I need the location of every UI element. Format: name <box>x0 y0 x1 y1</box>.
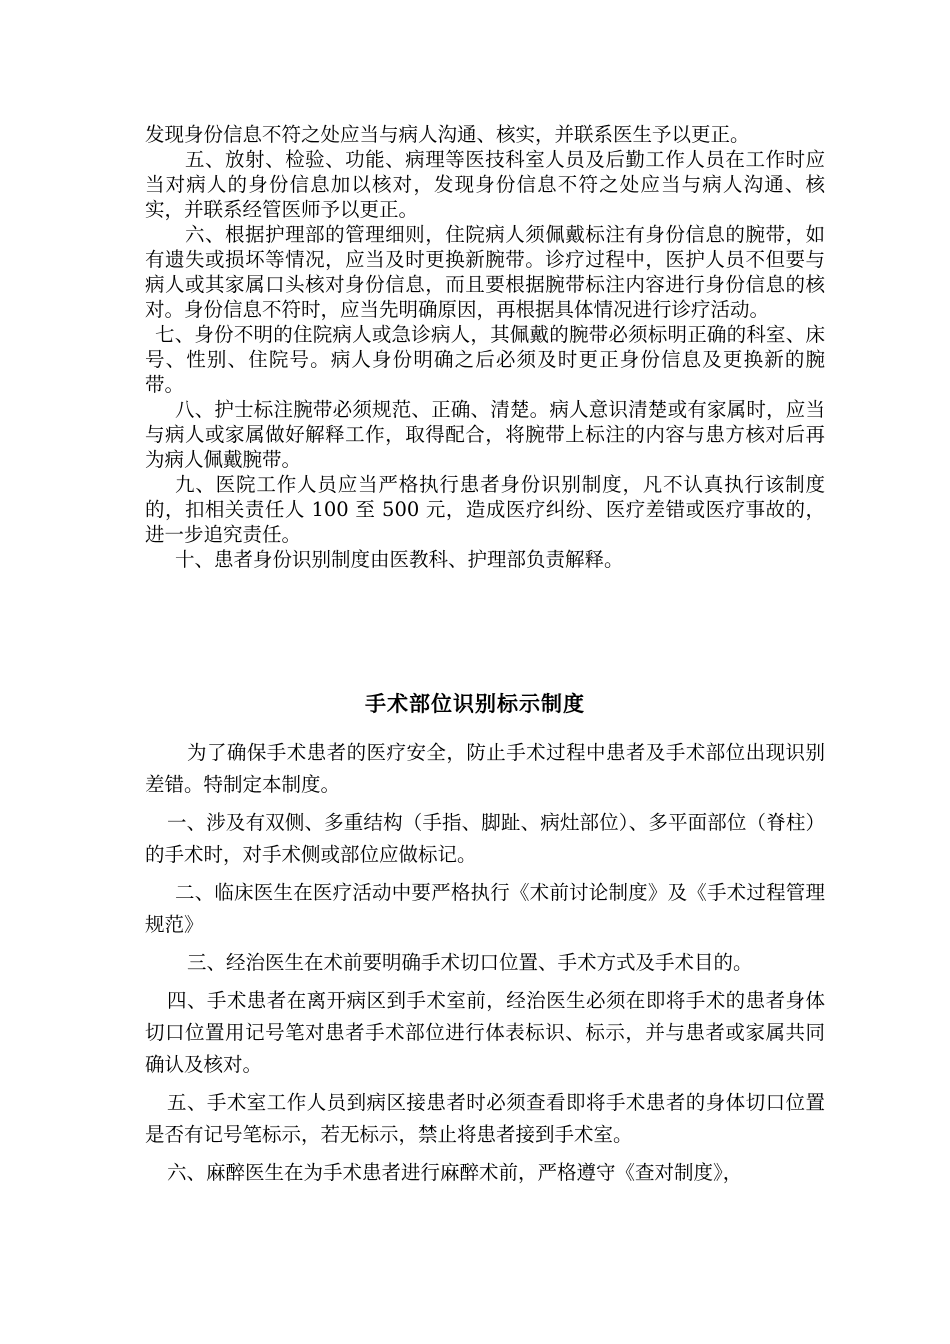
paragraph: 二、临床医生在医疗活动中要严格执行《术前讨论制度》及《手术过程管理规范》 <box>145 881 825 936</box>
paragraph: 四、手术患者在离开病区到手术室前，经治医生必须在即将手术的患者身体切口位置用记号笔对患者手术部位进行体表标识、标示，并与患者或家属共同确认及核对。 <box>145 989 825 1076</box>
identity-policy-continuation <box>145 122 825 572</box>
paragraph: 五、放射、检验、功能、病理等医技科室人员及后勤工作人员在工作时应当对病人的身份信息加以核对，发现身份信息不符之处应当与病人沟通、核实，并联系经管医师予以更正。 <box>145 148 825 221</box>
paragraph: 六、根据护理部的管理细则，住院病人须佩戴标注有身份信息的腕带，如有遗失或损坏等情况，应当及时更换新腕带。诊疗过程中，医护人员不但要与病人或其家属口头核对身份信息，而且要根据腕带标注内容进行身份信息的核对。身份信息不符时，应当先明确原因，再根据具体情况进行诊疗活动。 <box>145 223 825 321</box>
paragraph: 六、麻醉医生在为手术患者进行麻醉术前，严格遵守《查对制度》， <box>167 1161 743 1184</box>
section-title: 手术部位识别标示制度 <box>365 691 585 716</box>
paragraph: 十、患者身份识别制度由医教科、护理部负责解释。 <box>175 548 624 571</box>
paragraph: 七、身份不明的住院病人或急诊病人，其佩戴的腕带必须标明正确的科室、床号、性别、住院号。病人身份明确之后必须及时更正身份信息及更换新的腕带。 <box>145 323 825 396</box>
paragraph: 五、手术室工作人员到病区接患者时必须查看即将手术患者的身体切口位置是否有记号笔标示，若无标示，禁止将患者接到手术室。 <box>145 1091 825 1146</box>
paragraph: 三、经治医生在术前要明确手术切口位置、手术方式及手术目的。 <box>187 951 753 974</box>
paragraph: 八、护士标注腕带必须规范、正确、清楚。病人意识清楚或有家属时，应当与病人或家属做好解释工作，取得配合，将腕带上标注的内容与患方核对后再为病人佩戴腕带。 <box>145 398 825 471</box>
paragraph: 一、涉及有双侧、多重结构（手指、脚趾、病灶部位）、多平面部位（脊柱）的手术时，对手术侧或部位应做标记。 <box>145 811 825 866</box>
surgical-site-policy <box>145 737 825 1195</box>
paragraph: 九、医院工作人员应当严格执行患者身份识别制度，凡不认真执行该制度的，扣相关责任人 100 至 500 元，造成医疗纠纷、医疗差错或医疗事故的，进一步追究责任。 <box>145 473 825 546</box>
paragraph: 发现身份信息不符之处应当与病人沟通、核实，并联系医生予以更正。 <box>145 123 750 146</box>
paragraph: 为了确保手术患者的医疗安全，防止手术过程中患者及手术部位出现识别差错。特制定本制度。 <box>145 741 825 796</box>
